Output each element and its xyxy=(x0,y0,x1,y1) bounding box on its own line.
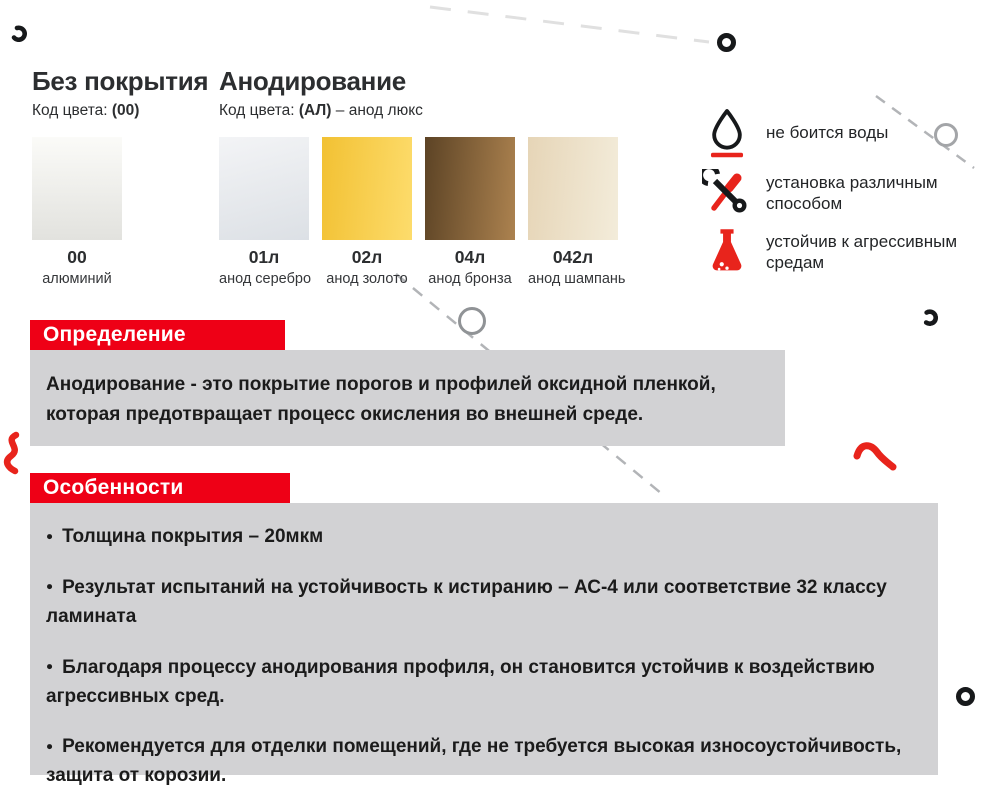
uncoated-title-block xyxy=(32,66,208,120)
definition-heading-text: Определение xyxy=(43,323,186,346)
donut-mark xyxy=(956,687,975,706)
swatch-042l xyxy=(528,137,626,287)
tools-icon xyxy=(702,169,752,217)
red-squiggle-icon xyxy=(850,438,900,478)
swatch-name: анод шампань xyxy=(528,271,626,287)
benefits-list xyxy=(702,106,970,278)
benefit-water xyxy=(702,106,970,160)
benefit-resistance xyxy=(702,226,970,278)
definition-header xyxy=(30,320,285,350)
swatch-row xyxy=(32,137,626,287)
uncoated-title: Без покрытия xyxy=(32,66,209,96)
anodized-color-code: Код цвета: (АЛ) – анод люкс xyxy=(219,102,423,119)
feature-item: ● Благодаря процессу анодирования профиля, он становится устойчив к воздействию агрессивных сред. xyxy=(46,654,922,712)
water-drop-icon xyxy=(702,106,752,160)
swatch-04l-chip xyxy=(425,137,515,240)
swatch-code: 02л xyxy=(351,247,383,267)
swatch-00 xyxy=(32,137,122,287)
swatch-02l-chip xyxy=(322,137,412,240)
swatch-00-chip xyxy=(32,137,122,240)
swatch-name: анод серебро xyxy=(219,271,312,287)
benefit-label: установка различным способом xyxy=(766,172,938,213)
benefit-installation xyxy=(702,169,970,217)
donut-mark xyxy=(717,33,736,52)
flask-icon xyxy=(702,226,752,278)
swatch-name: алюминий xyxy=(42,271,112,287)
red-squiggle-icon xyxy=(0,430,28,476)
dashed-line-top xyxy=(428,3,713,47)
circle-node xyxy=(458,307,486,335)
definition-body-text: Анодирование - это покрытие порогов и профилей оксидной пленкой, которая предотвращает процесс окисления во внешней среде. xyxy=(46,374,716,426)
swatch-code: 00 xyxy=(67,247,87,267)
swatch-code: 04л xyxy=(454,247,486,267)
swatch-042l-chip xyxy=(528,137,618,240)
swatch-01l xyxy=(219,137,312,287)
features-heading-text: Особенности xyxy=(43,476,184,499)
swatch-02l xyxy=(322,137,412,287)
swatch-01l-chip xyxy=(219,137,309,240)
definition-panel xyxy=(30,350,785,446)
feature-item: ● Результат испытаний на устойчивость к истиранию – АС-4 или соответствие 32 классу ламината xyxy=(46,574,922,632)
benefit-label: не боится воды xyxy=(766,123,889,143)
benefit-label: устойчив к агрессивным средам xyxy=(766,231,958,272)
anodized-title: Анодирование xyxy=(219,66,406,96)
features-panel xyxy=(30,503,938,787)
comma-mark-icon xyxy=(10,25,27,42)
swatch-name: анод бронза xyxy=(428,271,512,287)
anodized-title-block xyxy=(219,66,423,120)
feature-item: ● Толщина покрытия – 20мкм xyxy=(46,523,922,552)
swatch-code: 042л xyxy=(552,247,594,267)
features-header xyxy=(30,473,290,503)
uncoated-color-code: Код цвета: (00) xyxy=(32,102,140,119)
feature-item: ● Рекомендуется для отделки помещений, где не требуется высокая износоустойчивость, защита от корозии. xyxy=(46,733,922,791)
swatch-name: анод золото xyxy=(326,271,408,287)
comma-mark-icon xyxy=(919,307,940,328)
swatch-code: 01л xyxy=(248,247,280,267)
swatch-04l xyxy=(425,137,515,287)
